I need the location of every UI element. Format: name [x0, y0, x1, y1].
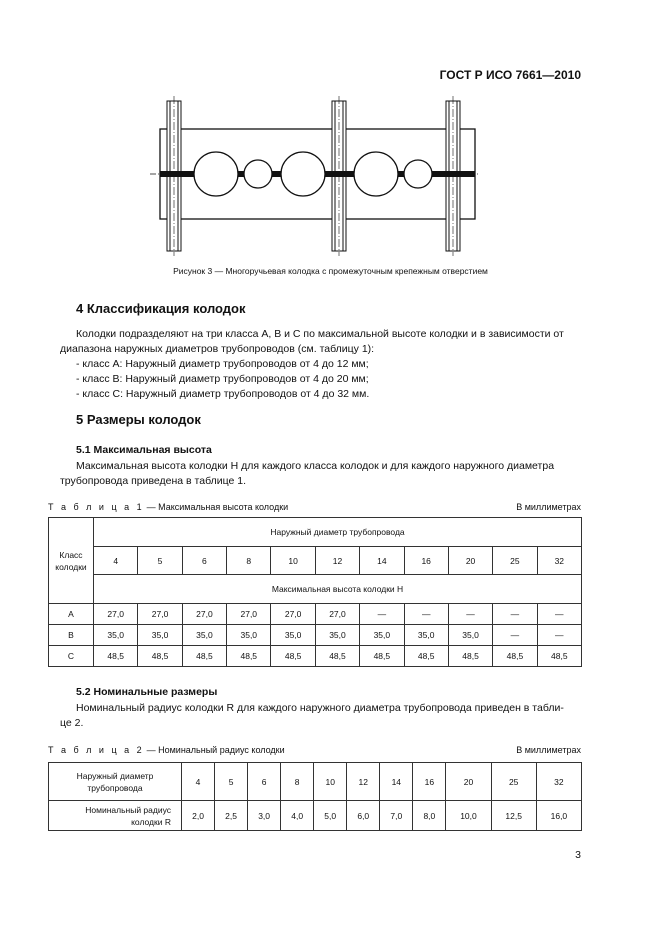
section-5-2-title: 5.2 Номинальные размеры [76, 686, 218, 698]
height-value-cell: — [537, 625, 581, 646]
section-5-1-title: 5.1 Максимальная высота [76, 444, 212, 456]
diameter-cell: 16 [404, 547, 448, 575]
height-value-cell: 48,5 [493, 646, 537, 667]
class-cell: B [49, 625, 94, 646]
height-value-cell: 35,0 [404, 625, 448, 646]
diameter-cell: 5 [215, 763, 248, 801]
height-value-cell: 35,0 [315, 625, 359, 646]
list-item: - класс C: Наружный диаметр трубопроводов от 4 до 32 мм. [76, 388, 370, 400]
radius-value-cell: 7,0 [380, 801, 413, 831]
height-value-cell: 27,0 [271, 604, 315, 625]
height-value-cell: 48,5 [448, 646, 492, 667]
height-value-cell: 48,5 [138, 646, 182, 667]
section-5-title: 5 Размеры колодок [76, 412, 201, 427]
diameter-cell: 5 [138, 547, 182, 575]
radius-value-cell: 4,0 [281, 801, 314, 831]
section-4-title: 4 Классификация колодок [76, 301, 246, 316]
table-2-units: В миллиметрах [516, 745, 581, 755]
table-2-caption [48, 745, 285, 755]
radius-value-cell: 12,5 [491, 801, 536, 831]
diameter-cell: 14 [380, 763, 413, 801]
diameter-header: Наружный диаметр трубопровода [94, 518, 582, 547]
table-row [49, 625, 582, 646]
caption-text: — Номинальный радиус колодки [144, 745, 285, 755]
height-header-text: Максимальная высота колодки H [271, 584, 404, 594]
diameter-cell: 32 [536, 763, 581, 801]
height-value-cell: 48,5 [360, 646, 404, 667]
page-number: 3 [575, 849, 581, 861]
height-value-cell: 35,0 [360, 625, 404, 646]
class-header: Класс колодки [49, 518, 94, 604]
radius-value-cell: 8,0 [413, 801, 446, 831]
figure-3-drawing [150, 96, 480, 256]
height-value-cell: 27,0 [138, 604, 182, 625]
diameter-cell: 12 [315, 547, 359, 575]
height-value-cell: — [537, 604, 581, 625]
diameter-cell: 16 [413, 763, 446, 801]
diameter-cell: 10 [314, 763, 347, 801]
list-item: - класс B: Наружный диаметр трубопроводов от 4 до 20 мм; [76, 373, 369, 385]
radius-value-cell: 5,0 [314, 801, 347, 831]
radius-value-cell: 2,5 [215, 801, 248, 831]
diameter-cell: 12 [347, 763, 380, 801]
diameter-cell: 32 [537, 547, 581, 575]
height-value-cell: — [360, 604, 404, 625]
height-value-cell: 35,0 [448, 625, 492, 646]
table-1-caption [48, 502, 288, 512]
diameter-cell: 10 [271, 547, 315, 575]
radius-value-cell: 16,0 [536, 801, 581, 831]
caption-label: Т а б л и ц а 1 [48, 502, 145, 512]
height-value-cell: 27,0 [315, 604, 359, 625]
height-value-cell: 48,5 [404, 646, 448, 667]
height-header [94, 575, 582, 604]
table-1 [48, 517, 582, 667]
class-cell: A [49, 604, 94, 625]
diameter-cell: 25 [493, 547, 537, 575]
height-value-cell: 48,5 [227, 646, 271, 667]
height-value-cell: 48,5 [182, 646, 226, 667]
section-4-intro [76, 327, 564, 342]
height-value-cell: — [493, 604, 537, 625]
height-value-cell: 35,0 [138, 625, 182, 646]
diameter-cell: 20 [448, 547, 492, 575]
height-value-cell: 27,0 [227, 604, 271, 625]
table-row [49, 604, 582, 625]
diameter-cell: 6 [182, 547, 226, 575]
radius-value-cell: 3,0 [248, 801, 281, 831]
height-value-cell: 27,0 [182, 604, 226, 625]
height-value-cell: 48,5 [271, 646, 315, 667]
height-value-cell: 35,0 [227, 625, 271, 646]
height-value-cell: 48,5 [94, 646, 138, 667]
diameter-cell: 4 [182, 763, 215, 801]
diameter-cell: 4 [94, 547, 138, 575]
radius-value-cell: 2,0 [182, 801, 215, 831]
diameter-cell: 8 [281, 763, 314, 801]
section-5-2-text: Номинальный радиус колодки R для каждого наружного диаметра трубопровода приведен в табли- [76, 702, 564, 714]
diameter-cell: 20 [446, 763, 491, 801]
document-header: ГОСТ Р ИСО 7661—2010 [439, 68, 581, 82]
diameter-cell: 6 [248, 763, 281, 801]
height-value-cell: — [404, 604, 448, 625]
section-5-1-text-cont: трубопровода приведена в таблице 1. [60, 475, 247, 487]
height-value-cell: 35,0 [94, 625, 138, 646]
class-list [76, 357, 369, 402]
section-5-1-text: Максимальная высота колодки H для каждого класса колодок и для каждого наружного диаметра [76, 460, 555, 472]
list-item: - класс A: Наружный диаметр трубопроводов от 4 до 12 мм; [76, 358, 369, 370]
radius-header: Номинальный радиус колодки R [49, 801, 182, 831]
caption-text: — Максимальная высота колодки [144, 502, 289, 512]
radius-value-cell: 10,0 [446, 801, 491, 831]
diameter-cell: 14 [360, 547, 404, 575]
table-row [49, 646, 582, 667]
height-value-cell: 27,0 [94, 604, 138, 625]
height-value-cell: 35,0 [182, 625, 226, 646]
table-2 [48, 762, 582, 831]
radius-value-cell: 6,0 [347, 801, 380, 831]
height-value-cell: — [493, 625, 537, 646]
figure-caption: Рисунок 3 — Многоручьевая колодка с промежуточным крепежным отверстием [173, 266, 488, 276]
height-value-cell: 35,0 [271, 625, 315, 646]
height-value-cell: — [448, 604, 492, 625]
diameter-cell: 8 [227, 547, 271, 575]
table-1-units: В миллиметрах [516, 502, 581, 512]
section-5-2-text-cont: це 2. [60, 717, 84, 729]
height-value-cell: 48,5 [315, 646, 359, 667]
section-4-intro-cont: диапазона наружных диаметров трубопроводов (см. таблицу 1): [60, 343, 375, 355]
height-value-cell: 48,5 [537, 646, 581, 667]
caption-label: Т а б л и ц а 2 [48, 745, 145, 755]
text-line: Колодки подразделяют на три класса A, B и C по максимальной высоте колодки и в зависимости от [76, 328, 564, 340]
diameter-cell: 25 [491, 763, 536, 801]
diameter-header: Наружный диаметр трубопровода [49, 763, 182, 801]
class-cell: C [49, 646, 94, 667]
